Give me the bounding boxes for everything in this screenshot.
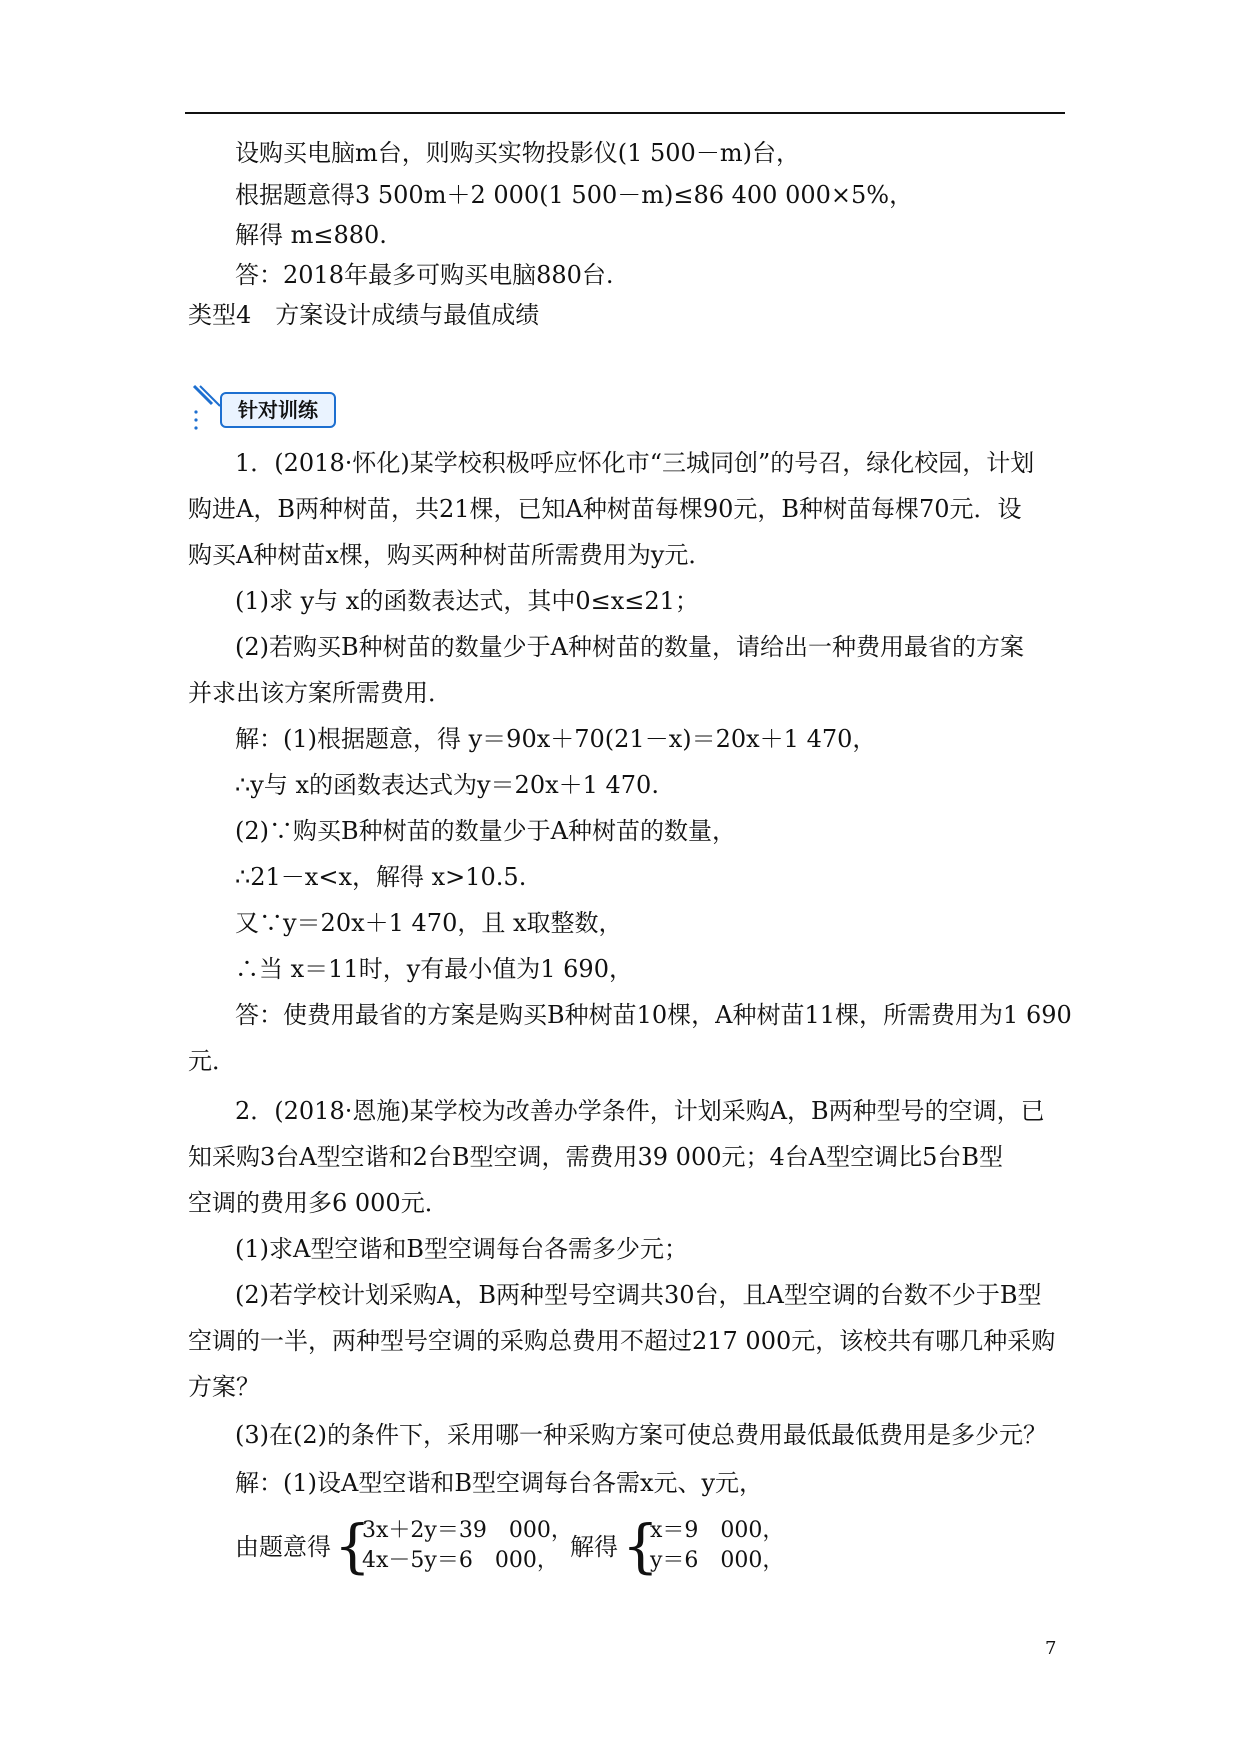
solution-row: y＝6 000， bbox=[650, 1548, 785, 1573]
page-number: 7 bbox=[1045, 1638, 1057, 1659]
text-line: 2．(2018·恩施)某学校为改善办学条件，计划采购A，B两种型号的空调，已 bbox=[235, 1097, 1045, 1125]
text-line: (2)若购买B种树苗的数量少于A种树苗的数量，请给出一种费用最省的方案 bbox=[235, 633, 1024, 661]
text-line: 方案？ bbox=[188, 1373, 260, 1401]
text-line: 解：(1)设A型空谐和B型空调每台各需x元、y元， bbox=[235, 1469, 764, 1497]
text-line: 空调的费用多6 000元． bbox=[188, 1189, 449, 1217]
section-heading: 类型4 方案设计成绩与最值成绩 bbox=[188, 301, 540, 329]
text-line: 购进A，B两种树苗，共21棵，已知A种树苗每棵90元，B种树苗每棵70元．设 bbox=[188, 495, 1022, 523]
text-line: 解：(1)根据题意，得 y＝90x＋70(21－x)＝20x＋1 470， bbox=[235, 725, 877, 753]
left-brace: { bbox=[334, 1512, 371, 1580]
text-line: 根据题意得3 500m＋2 000(1 500－m)≤86 400 000×5%， bbox=[235, 181, 914, 209]
text-line: 空调的一半，两种型号空调的采购总费用不超过217 000元，该校共有哪几种采购 bbox=[188, 1327, 1056, 1355]
text-line: 购买A种树苗x棵，购买两种树苗所需费用为y元． bbox=[188, 541, 713, 569]
text-line: 知采购3台A型空谐和2台B型空调，需费用39 000元；4台A型空调比5台B型 bbox=[188, 1143, 1003, 1171]
text-line: 元． bbox=[188, 1047, 236, 1075]
text-line: (2)∵购买B种树苗的数量少于A种树苗的数量， bbox=[235, 817, 736, 845]
left-brace: { bbox=[622, 1512, 659, 1580]
text-line: 答：使费用最省的方案是购买B种树苗10棵，A种树苗11棵，所需费用为1 690 bbox=[235, 1001, 1072, 1029]
badge-label: 针对训练 bbox=[220, 392, 336, 428]
header-rule bbox=[185, 112, 1065, 114]
text-line: 1．(2018·怀化)某学校积极呼应怀化市“三城同创”的号召，绿化校园，计划 bbox=[235, 449, 1035, 477]
text-line: (1)求 y与 x的函数表达式，其中0≤x≤21； bbox=[235, 587, 699, 615]
text-line: (3)在(2)的条件下，采用哪一种采购方案可使总费用最低最低费用是多少元？ bbox=[235, 1421, 1047, 1449]
text-line: 解得 m≤880. bbox=[235, 221, 387, 249]
solution-row: x＝9 000， bbox=[650, 1518, 785, 1543]
text-line: ∴21－x<x，解得 x>10.5. bbox=[235, 863, 527, 891]
text-line: ∴当 x＝11时，y有最小值为1 690， bbox=[235, 955, 633, 983]
text-line: 设购买电脑m台，则购买实物投影仪(1 500－m)台， bbox=[235, 139, 800, 167]
text-line: 并求出该方案所需费用． bbox=[188, 679, 452, 707]
text-line: 又∵y＝20x＋1 470，且 x取整数， bbox=[235, 909, 623, 937]
text-line: ∴y与 x的函数表达式为y＝20x＋1 470. bbox=[235, 771, 659, 799]
text-line: (1)求A型空谐和B型空调每台各需多少元； bbox=[235, 1235, 688, 1263]
practice-badge bbox=[190, 382, 340, 432]
text-line: (2)若学校计划采购A，B两种型号空调共30台，且A型空调的台数不少于B型 bbox=[235, 1281, 1042, 1309]
text-line: 答：2018年最多可购买电脑880台. bbox=[235, 261, 614, 289]
equation-row: 3x＋2y＝39 000， bbox=[362, 1518, 573, 1543]
equation-row: 4x－5y＝6 000， bbox=[362, 1548, 559, 1573]
system-prefix: 由题意得 bbox=[235, 1533, 331, 1561]
solve-prefix: 解得 bbox=[570, 1533, 618, 1561]
